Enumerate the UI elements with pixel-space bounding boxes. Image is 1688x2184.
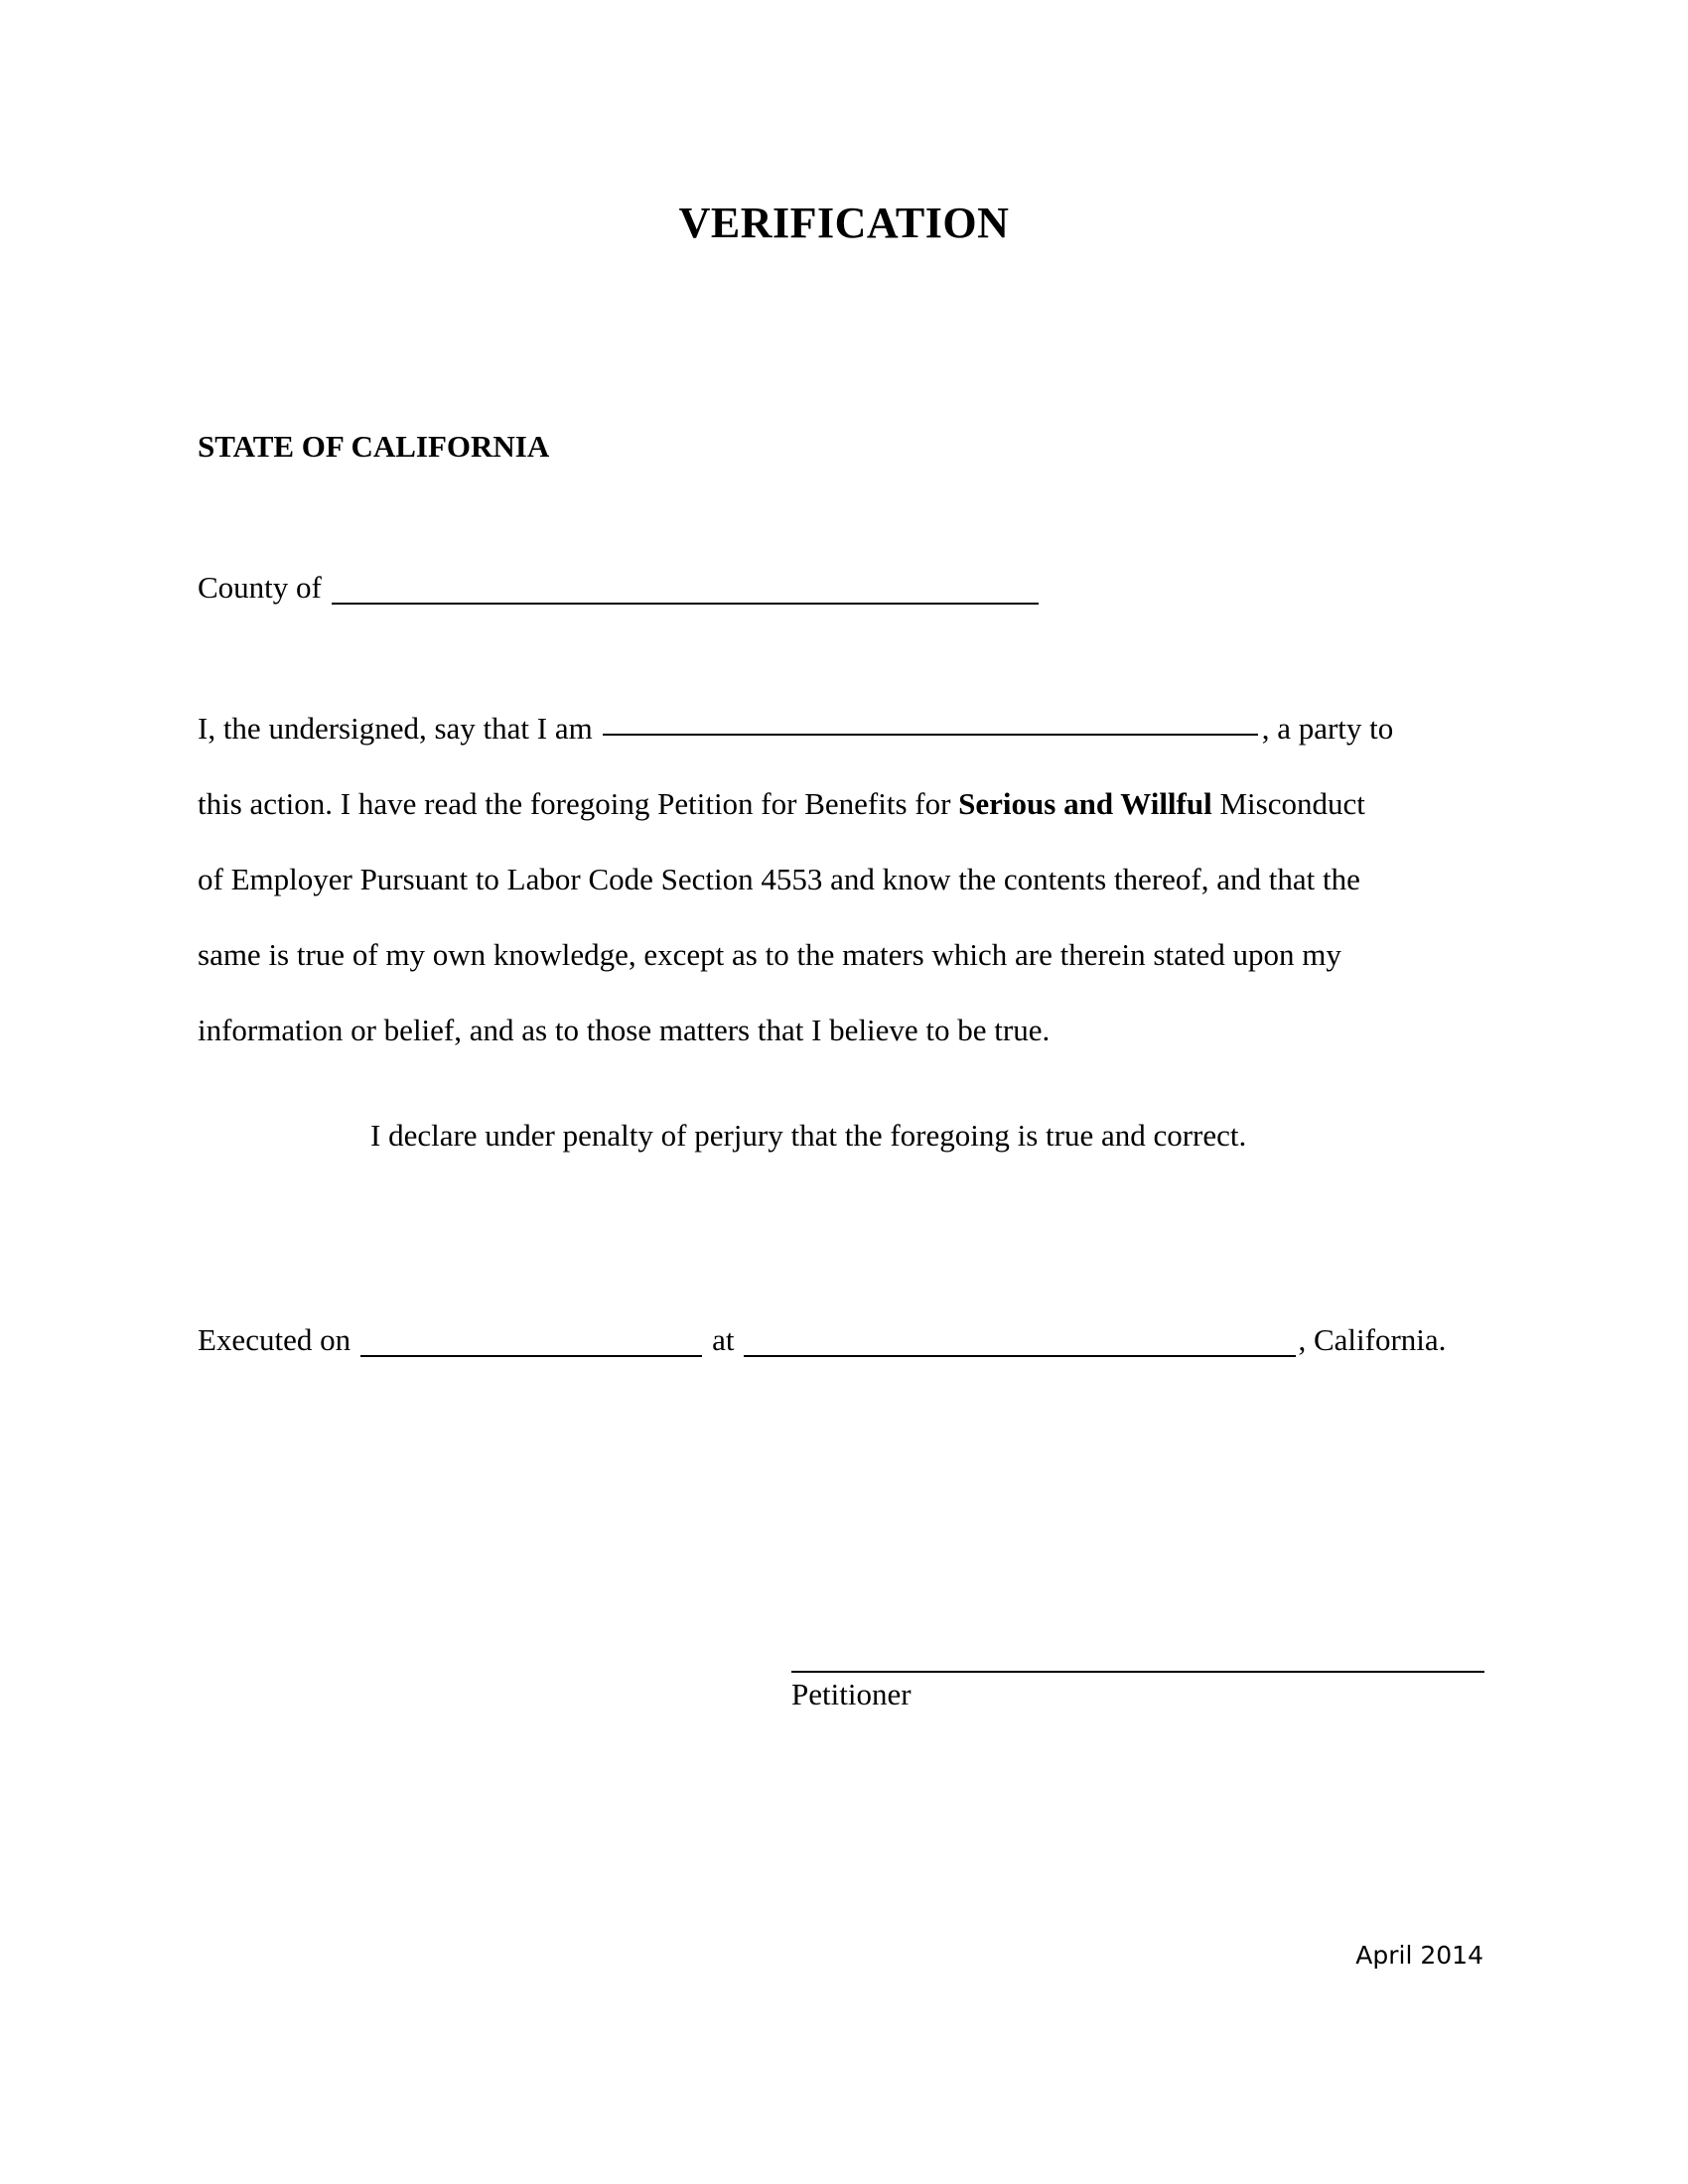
- paragraph-line-2-post: Misconduct: [1211, 786, 1365, 821]
- county-label: County of: [198, 570, 322, 605]
- state-heading: STATE OF CALIFORNIA: [198, 429, 550, 464]
- footer-date: April 2014: [1355, 1941, 1483, 1970]
- executed-date-field[interactable]: [360, 1325, 702, 1357]
- party-role-field[interactable]: [603, 704, 1258, 736]
- executed-label: Executed on: [198, 1322, 352, 1357]
- paragraph-line-1: [198, 691, 1488, 766]
- executed-place-field[interactable]: [744, 1325, 1296, 1357]
- county-field[interactable]: [332, 573, 1039, 605]
- executed-suffix: , California.: [1298, 1322, 1447, 1357]
- paragraph-line-2-bold: Serious and Willful: [958, 786, 1212, 821]
- verification-paragraph: [198, 691, 1488, 1068]
- paragraph-line-1-post: , a party to: [1261, 711, 1394, 746]
- signature-field[interactable]: [791, 1671, 1484, 1673]
- paragraph-line-3: of Employer Pursuant to Labor Code Section 4553 and know the contents thereof, and that the: [198, 862, 1360, 896]
- declaration-text: I declare under penalty of perjury that the foregoing is true and correct.: [370, 1118, 1247, 1153]
- paragraph-line-2: [198, 766, 1488, 842]
- paragraph-line-1-pre: I, the undersigned, say that I am: [198, 711, 593, 746]
- document-title: VERIFICATION: [678, 199, 1010, 247]
- executed-row: [198, 1320, 1446, 1360]
- signature-label: Petitioner: [791, 1677, 912, 1711]
- paragraph-line-5: information or belief, and as to those matters that I believe to be true.: [198, 1013, 1051, 1047]
- county-row: [198, 568, 1047, 608]
- paragraph-line-2-pre: this action. I have read the foregoing Petition for Benefits for: [198, 786, 959, 821]
- executed-at-label: at: [712, 1322, 735, 1357]
- paragraph-line-4: same is true of my own knowledge, except as to the maters which are therein stated upon my: [198, 937, 1341, 972]
